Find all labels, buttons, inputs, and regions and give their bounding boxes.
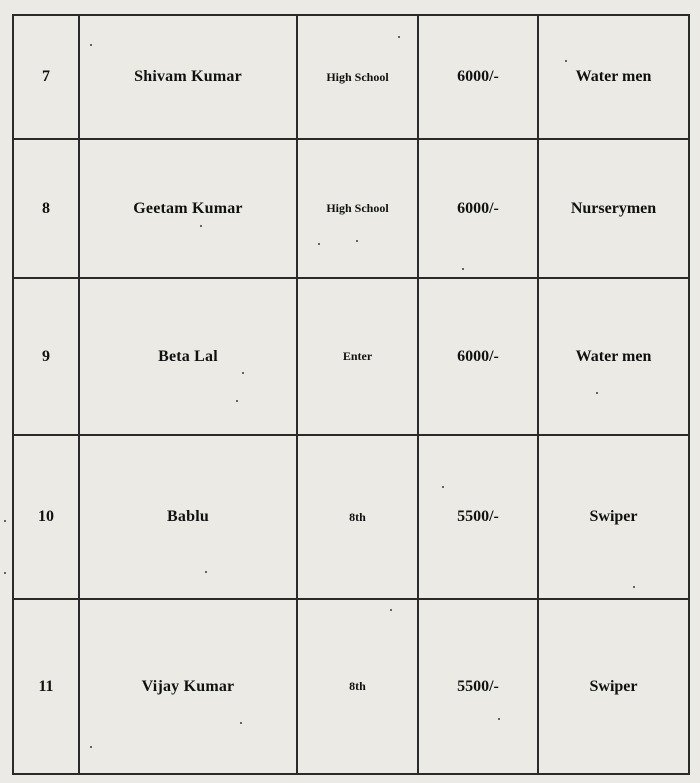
table-row: [13, 435, 689, 599]
post-cell: Water men: [538, 278, 689, 435]
salary-cell: 6000/-: [418, 278, 538, 435]
name-cell: Bablu: [79, 435, 297, 599]
qualification-cell: 8th: [297, 435, 418, 599]
table-row: [13, 278, 689, 435]
table-row: [13, 15, 689, 139]
serial-number-cell: 11: [13, 599, 79, 774]
serial-number-cell: 7: [13, 15, 79, 139]
serial-number-cell: 10: [13, 435, 79, 599]
name-cell: Geetam Kumar: [79, 139, 297, 278]
post-cell: Swiper: [538, 599, 689, 774]
salary-cell: 6000/-: [418, 15, 538, 139]
salary-cell: 5500/-: [418, 435, 538, 599]
qualification-cell: 8th: [297, 599, 418, 774]
scan-speck: [4, 520, 6, 522]
table-row: [13, 139, 689, 278]
post-cell: Swiper: [538, 435, 689, 599]
table-row: [13, 599, 689, 774]
employee-table: [12, 14, 690, 775]
scan-speck: [4, 572, 6, 574]
serial-number-cell: 9: [13, 278, 79, 435]
qualification-cell: High School: [297, 139, 418, 278]
name-cell: Beta Lal: [79, 278, 297, 435]
name-cell: Shivam Kumar: [79, 15, 297, 139]
post-cell: Nurserymen: [538, 139, 689, 278]
serial-number-cell: 8: [13, 139, 79, 278]
salary-cell: 6000/-: [418, 139, 538, 278]
post-cell: Water men: [538, 15, 689, 139]
salary-cell: 5500/-: [418, 599, 538, 774]
qualification-cell: Enter: [297, 278, 418, 435]
qualification-cell: High School: [297, 15, 418, 139]
name-cell: Vijay Kumar: [79, 599, 297, 774]
